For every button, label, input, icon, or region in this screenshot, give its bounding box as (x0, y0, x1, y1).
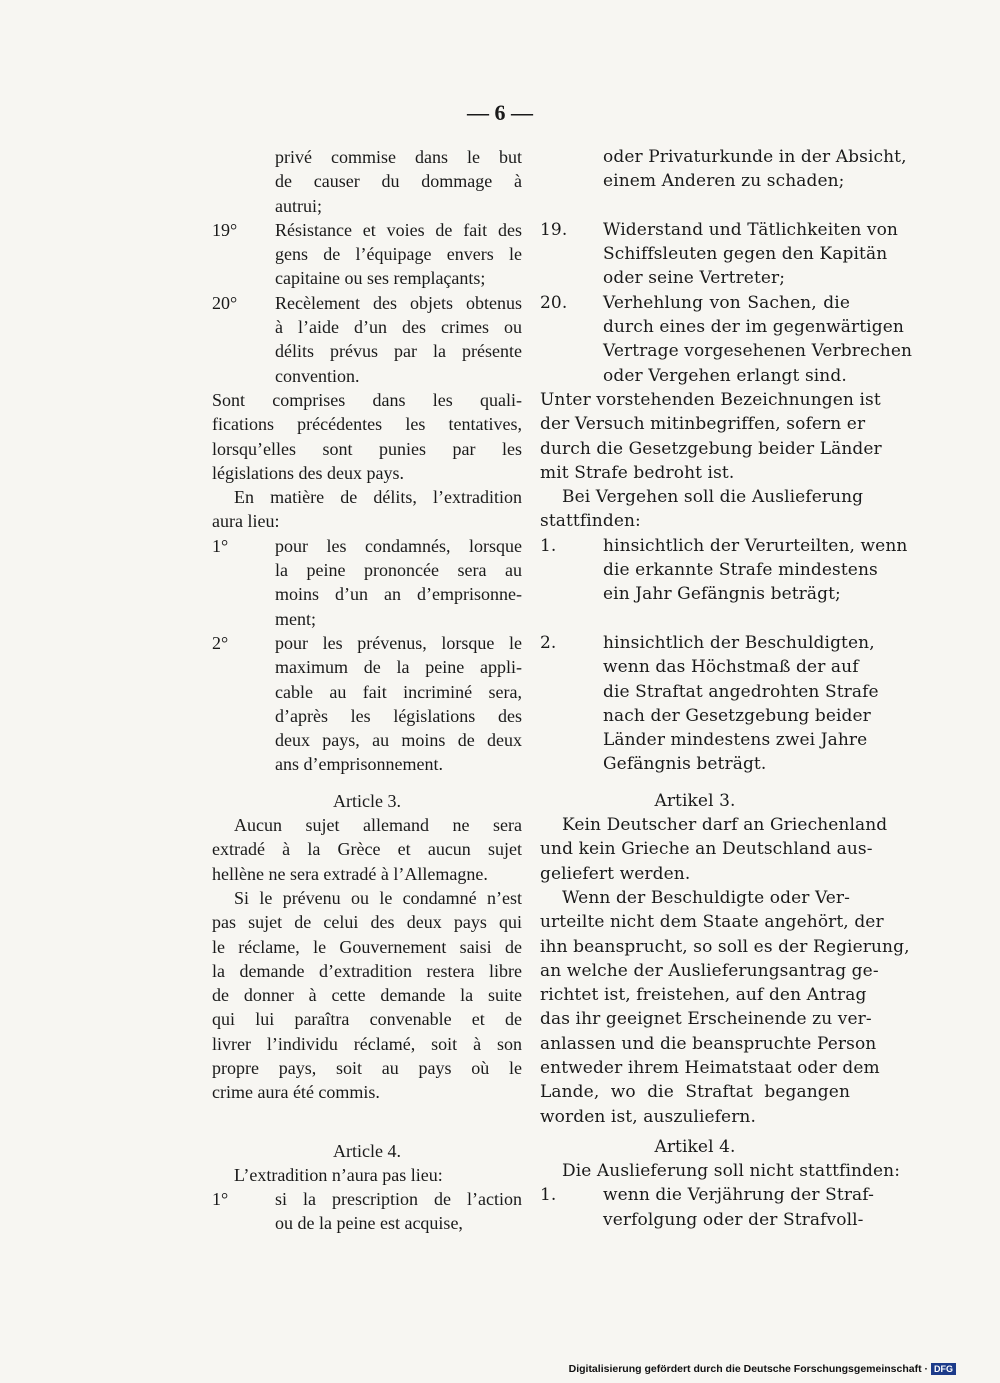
text-line: Kein Deutscher darf an Griechenland (562, 815, 888, 836)
list-item-1 (540, 534, 908, 558)
text-line: und kein Grieche an Deutschland aus- (540, 839, 873, 860)
text-line: Schiffsleuten gegen den Kapitän (603, 244, 888, 265)
text-line: qui lui paraîtra convenable et de (212, 1009, 522, 1030)
text-line: Sont comprises dans les quali- (212, 389, 522, 410)
text-line: Aucun sujet allemand ne sera (234, 815, 522, 836)
text-line: L’extradition n’aura pas lieu: (234, 1164, 443, 1185)
text-line: pour les prévenus, lorsque le (275, 632, 522, 653)
text-line: oder Vergehen erlangt sind. (603, 365, 847, 386)
text-line: richtet ist, freistehen, auf den Antrag (540, 985, 867, 1006)
text-line: durch die Gesetzgebung beider Länder (540, 438, 882, 459)
text-line: Recèlement des objets obtenus (275, 292, 522, 313)
text-line: cable au fait incriminé sera, (275, 681, 522, 702)
list-item-19 (540, 218, 898, 242)
digitization-credit (569, 1363, 956, 1375)
text-line: En matière de délits, l’extradition (234, 487, 522, 508)
list-item-20 (212, 291, 522, 315)
text-line: hinsichtlich der Verurteilten, wenn (603, 535, 908, 556)
text-line: délits prévus par la présente (275, 341, 522, 362)
item-number: 1. (540, 535, 557, 556)
item-number: 19° (212, 219, 238, 240)
page-number: — 6 — (467, 100, 533, 125)
dfg-logo: DFG (931, 1363, 956, 1375)
text-line: verfolgung oder der Strafvoll- (603, 1209, 864, 1230)
list-item-2 (540, 631, 875, 655)
text-line: die Straftat angedrohten Strafe (603, 681, 879, 702)
text-line: si la prescription de l’action (275, 1189, 522, 1210)
text-line: ment; (275, 608, 316, 629)
text-line: aura lieu: (212, 511, 280, 532)
text-line: législations des deux pays. (212, 462, 404, 483)
text-line: geliefert werden. (540, 863, 691, 884)
list-item-1 (212, 534, 522, 558)
text-line: Verhehlung von Sachen, die (603, 292, 850, 313)
list-item-2 (212, 631, 522, 655)
article-heading: Artikel 4. (654, 1136, 736, 1157)
text-line: deux pays, au moins de deux (275, 730, 522, 751)
text-line: Résistance et voies de fait des (275, 219, 522, 240)
item-number: 1° (212, 1189, 229, 1210)
text-line: pas sujet de celui des deux pays qui (212, 912, 522, 933)
german-column (540, 145, 913, 1232)
text-line: de donner à cette demande la suite (212, 985, 522, 1006)
text-line: worden ist, auszuliefern. (540, 1106, 756, 1127)
text-line: Widerstand und Tätlichkeiten von (603, 219, 898, 240)
text-line: entweder ihrem Heimatstaat oder dem (540, 1057, 880, 1078)
text-line: la peine prononcée sera au (275, 560, 522, 581)
footer-text: Digitalisierung gefördert durch die Deutsche Forschungsgemeinschaft · (568, 1363, 928, 1375)
text-line: an welche der Auslieferungsantrag ge- (540, 960, 879, 981)
text-line: mit Strafe bedroht ist. (540, 462, 735, 483)
french-column (212, 145, 522, 1236)
text-line: le réclame, le Gouvernement saisi de (212, 936, 522, 957)
text-line: à l’aide d’un des crimes ou (275, 317, 522, 338)
text-line: hinsichtlich der Beschuldigten, (603, 632, 875, 653)
list-item-20 (540, 291, 850, 315)
text-line: convention. (275, 365, 360, 386)
text-line: propre pays, soit au pays où le (212, 1057, 522, 1078)
text-line: ihn beansprucht, so soll es der Regierung, (540, 936, 910, 957)
text-line: Gefängnis beträgt. (603, 754, 767, 775)
text-line: ein Jahr Gefängnis beträgt; (603, 584, 841, 605)
text-line: der Versuch mitinbegriffen, sofern er (540, 414, 866, 435)
text-line: Vertrage vorgesehenen Verbrechen (603, 341, 913, 362)
text-line: Die Auslieferung soll nicht stattfinden: (562, 1161, 901, 1182)
text-line: Wenn der Beschuldigte oder Ver- (562, 887, 851, 908)
text-line: crime aura été commis. (212, 1082, 380, 1103)
text-line: anlassen und die beanspruchte Person (540, 1033, 877, 1054)
text-line: maximum de la peine appli- (275, 657, 522, 678)
text-line: stattfinden: (540, 511, 641, 532)
item-number: 20. (540, 292, 568, 313)
text-line: moins d’un an d’emprisonne- (275, 584, 522, 605)
text-line: pour les condamnés, lorsque (275, 535, 522, 556)
list-item-1 (212, 1187, 522, 1211)
text-line: privé commise dans le but (275, 147, 522, 167)
text-line: die erkannte Strafe mindestens (603, 560, 878, 581)
text-line: das ihr geeignet Erscheinende zu ver- (540, 1009, 872, 1030)
text-line: autrui; (275, 195, 322, 216)
text-line: hellène ne sera extradé à l’Allemagne. (212, 863, 488, 884)
article-heading: Article 4. (333, 1140, 401, 1161)
text-line: livrer l’individu réclamé, soit à son (212, 1033, 522, 1054)
text-line: oder Privaturkunde in der Absicht, (603, 147, 907, 167)
text-line: wenn das Höchstmaß der auf (603, 657, 859, 678)
item-number: 1° (212, 535, 229, 556)
item-number: 20° (212, 292, 238, 313)
item-number: 2° (212, 632, 229, 653)
text-line: la demande d’extradition restera libre (212, 960, 522, 981)
text-line: nach der Gesetzgebung beider (603, 705, 871, 726)
text-line: oder seine Vertreter; (603, 268, 786, 289)
text-line: lorsqu’elles sont punies par les (212, 438, 522, 459)
text-line: de causer du dommage à (275, 171, 522, 192)
item-number: 2. (540, 632, 557, 653)
text-line: fications précédentes les tentatives, (212, 414, 522, 435)
text-line: Bei Vergehen soll die Auslieferung (562, 487, 864, 508)
text-line: durch eines der im gegenwärtigen (603, 317, 904, 338)
text-line: extradé à la Grèce et aucun sujet (212, 839, 522, 860)
text-line: Lande, wo die Straftat begangen (540, 1082, 850, 1103)
article-heading: Artikel 3. (654, 790, 736, 811)
text-line: Unter vorstehenden Bezeichnungen ist (540, 389, 881, 410)
item-number: 19. (540, 219, 568, 240)
list-item-1 (540, 1183, 874, 1207)
item-number: 1. (540, 1185, 557, 1206)
text-line: ans d’emprisonnement. (275, 754, 443, 775)
text-line: ou de la peine est acquise, (275, 1213, 463, 1234)
text-line: Si le prévenu ou le condamné n’est (234, 887, 522, 908)
list-item-19 (212, 218, 522, 242)
text-line: wenn die Verjährung der Straf- (603, 1185, 874, 1206)
text-line: Länder mindestens zwei Jahre (603, 730, 868, 751)
text-line: urteilte nicht dem Staate angehört, der (540, 912, 884, 933)
text-line: einem Anderen zu schaden; (603, 171, 845, 192)
text-line: d’après les législations des (275, 705, 522, 726)
article-heading: Article 3. (333, 790, 401, 811)
text-line: capitaine ou ses remplaçants; (275, 268, 486, 289)
text-line: gens de l’équipage envers le (275, 244, 522, 265)
